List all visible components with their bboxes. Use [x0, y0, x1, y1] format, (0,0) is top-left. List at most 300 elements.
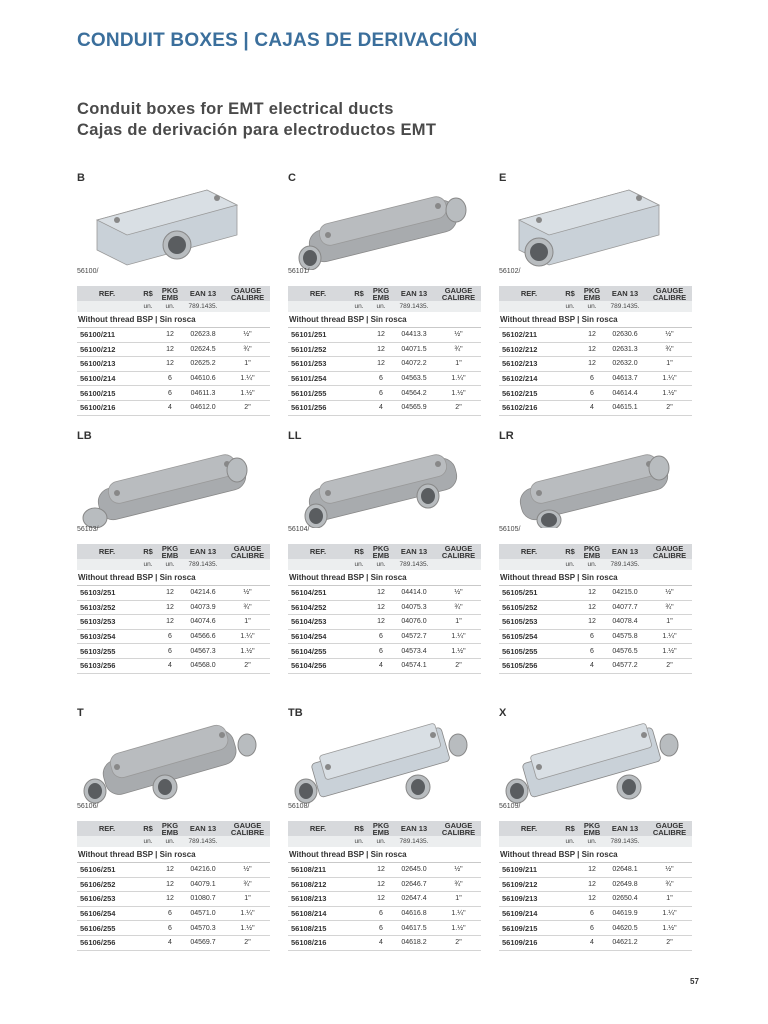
- col-price: R$: [348, 286, 370, 301]
- product-table: [288, 286, 481, 416]
- cell-gauge: ¾": [225, 600, 270, 615]
- cell-pkg: 12: [159, 877, 181, 892]
- cell-ean: 02623.8: [181, 328, 225, 343]
- table-row: [288, 863, 481, 878]
- unit-price: un.: [137, 836, 159, 847]
- cell-ref: 56104/252: [288, 600, 348, 615]
- col-pkg-top: PKG: [583, 285, 601, 295]
- table-row: [77, 600, 270, 615]
- cell-pkg: 12: [159, 615, 181, 630]
- col-ref: REF.: [499, 544, 559, 559]
- product-block-b: [77, 172, 270, 412]
- cell-ean: 02625.2: [181, 357, 225, 372]
- section-label: Without thread BSP | Sin rosca: [499, 847, 692, 863]
- cell-ean: 04611.3: [181, 386, 225, 401]
- section-label: Without thread BSP | Sin rosca: [288, 312, 481, 328]
- cell-ean: 04572.7: [392, 629, 436, 644]
- cell-price: [559, 400, 581, 415]
- col-pkg: [159, 821, 181, 836]
- col-pkg: [159, 286, 181, 301]
- cell-gauge: 1.¼": [436, 371, 481, 386]
- product-code: 56104/: [288, 526, 310, 533]
- cell-ean: 04617.5: [392, 921, 436, 936]
- cell-ean: 02632.0: [603, 357, 647, 372]
- cell-ean: 04079.1: [181, 877, 225, 892]
- product-type-letter: E: [499, 172, 507, 184]
- cell-price: [137, 600, 159, 615]
- cell-pkg: 6: [581, 371, 603, 386]
- col-pkg: [159, 544, 181, 559]
- table-row: [288, 644, 481, 659]
- cell-ref: 56103/253: [77, 615, 137, 630]
- table-row: [499, 644, 692, 659]
- cell-gauge: 1.½": [225, 921, 270, 936]
- col-pkg: [370, 821, 392, 836]
- cell-gauge: ½": [225, 586, 270, 601]
- unit-pkg: un.: [581, 836, 603, 847]
- cell-ean: 04414.0: [392, 586, 436, 601]
- col-ref: REF.: [499, 821, 559, 836]
- cell-ref: 56100/214: [77, 371, 137, 386]
- cell-ean: 04577.2: [603, 658, 647, 673]
- col-pkg: [581, 821, 603, 836]
- cell-pkg: 12: [581, 328, 603, 343]
- col-pkg-top: PKG: [161, 820, 179, 830]
- product-type-letter: LL: [288, 430, 302, 442]
- table-row: [288, 342, 481, 357]
- table-section-row: [77, 847, 270, 863]
- cell-price: [559, 586, 581, 601]
- conduit-box-photo: [288, 715, 478, 805]
- cell-ref: 56100/213: [77, 357, 137, 372]
- cell-gauge: 2": [436, 658, 481, 673]
- cell-ean: 04566.6: [181, 629, 225, 644]
- cell-pkg: 6: [370, 906, 392, 921]
- cell-gauge: 1": [647, 892, 692, 907]
- cell-ean: 04621.2: [603, 935, 647, 950]
- col-pkg-top: PKG: [372, 820, 390, 830]
- col-gauge-top: GAUGE: [444, 543, 473, 553]
- cell-gauge: 2": [225, 658, 270, 673]
- table-row: [288, 877, 481, 892]
- cell-pkg: 6: [370, 644, 392, 659]
- product-table: [288, 821, 481, 951]
- cell-price: [348, 906, 370, 921]
- cell-ean: 04615.1: [603, 400, 647, 415]
- cell-pkg: 6: [581, 906, 603, 921]
- conduit-box-photo: [499, 715, 689, 805]
- section-label: Without thread BSP | Sin rosca: [288, 847, 481, 863]
- cell-price: [137, 921, 159, 936]
- col-pkg-bottom: EMB: [583, 292, 601, 302]
- cell-ref: 56103/252: [77, 600, 137, 615]
- table-row: [77, 357, 270, 372]
- cell-gauge: ¾": [436, 600, 481, 615]
- cell-ref: 56108/216: [288, 935, 348, 950]
- col-gauge-top: GAUGE: [655, 285, 684, 295]
- table-row: [288, 371, 481, 386]
- cell-gauge: 2": [436, 935, 481, 950]
- cell-gauge: ½": [225, 328, 270, 343]
- col-ref: REF.: [77, 821, 137, 836]
- cell-price: [348, 342, 370, 357]
- product-code: 56103/: [77, 526, 99, 533]
- table-unit-row: [77, 836, 270, 847]
- subtitle-english: Conduit boxes for EMT electrical ducts: [77, 100, 394, 118]
- col-gauge-top: GAUGE: [233, 285, 262, 295]
- unit-pkg: un.: [370, 559, 392, 570]
- cell-gauge: 1": [225, 892, 270, 907]
- cell-price: [137, 906, 159, 921]
- cell-price: [348, 328, 370, 343]
- table-section-row: [288, 570, 481, 586]
- table-unit-row: [499, 836, 692, 847]
- table-row: [77, 658, 270, 673]
- product-table: [288, 544, 481, 674]
- table-row: [77, 935, 270, 950]
- section-subtitle: [77, 99, 436, 141]
- cell-ean: 02631.3: [603, 342, 647, 357]
- cell-price: [559, 386, 581, 401]
- cell-ean: 04573.4: [392, 644, 436, 659]
- product-block-x: [499, 707, 692, 947]
- table-row: [77, 615, 270, 630]
- cell-ean: 02648.1: [603, 863, 647, 878]
- cell-gauge: ¾": [225, 342, 270, 357]
- cell-ean: 04565.9: [392, 400, 436, 415]
- cell-gauge: ½": [647, 586, 692, 601]
- table-row: [77, 921, 270, 936]
- conduit-box-photo: [77, 438, 267, 528]
- cell-price: [559, 357, 581, 372]
- table-unit-row: [77, 559, 270, 570]
- table-header-row: [499, 544, 692, 559]
- unit-price: un.: [137, 559, 159, 570]
- cell-pkg: 12: [370, 342, 392, 357]
- table-row: [499, 328, 692, 343]
- cell-ref: 56109/214: [499, 906, 559, 921]
- cell-gauge: 1.½": [225, 386, 270, 401]
- cell-ref: 56109/216: [499, 935, 559, 950]
- cell-ref: 56101/253: [288, 357, 348, 372]
- cell-ean: 04618.2: [392, 935, 436, 950]
- table-row: [499, 400, 692, 415]
- cell-ref: 56108/212: [288, 877, 348, 892]
- cell-pkg: 12: [370, 586, 392, 601]
- cell-ref: 56106/253: [77, 892, 137, 907]
- ean-prefix: 789.1435.: [181, 836, 225, 847]
- cell-price: [137, 892, 159, 907]
- table-row: [499, 892, 692, 907]
- cell-ref: 56106/252: [77, 877, 137, 892]
- cell-gauge: 1.¼": [225, 629, 270, 644]
- col-price: R$: [559, 544, 581, 559]
- cell-price: [137, 357, 159, 372]
- cell-gauge: 1.¼": [225, 371, 270, 386]
- cell-pkg: 6: [159, 921, 181, 936]
- ean-prefix: 789.1435.: [392, 301, 436, 312]
- cell-price: [559, 328, 581, 343]
- unit-pkg: un.: [581, 559, 603, 570]
- table-header-row: [77, 821, 270, 836]
- cell-ref: 56104/251: [288, 586, 348, 601]
- cell-gauge: ½": [436, 328, 481, 343]
- col-pkg: [370, 544, 392, 559]
- cell-ean: 04619.9: [603, 906, 647, 921]
- unit-pkg: un.: [159, 301, 181, 312]
- cell-price: [559, 892, 581, 907]
- col-ean: EAN 13: [181, 544, 225, 559]
- col-gauge-top: GAUGE: [233, 543, 262, 553]
- cell-ean: 04075.3: [392, 600, 436, 615]
- cell-ref: 56102/213: [499, 357, 559, 372]
- cell-pkg: 4: [370, 935, 392, 950]
- table-row: [77, 644, 270, 659]
- cell-price: [559, 877, 581, 892]
- section-label: Without thread BSP | Sin rosca: [499, 312, 692, 328]
- product-type-letter: B: [77, 172, 85, 184]
- cell-ref: 56101/254: [288, 371, 348, 386]
- cell-gauge: 1": [436, 892, 481, 907]
- table-row: [77, 328, 270, 343]
- col-price: R$: [348, 821, 370, 836]
- table-row: [499, 906, 692, 921]
- product-code: 56100/: [77, 268, 99, 275]
- conduit-box-photo: [288, 180, 478, 270]
- col-gauge-bottom: CALIBRE: [652, 292, 687, 302]
- cell-price: [348, 357, 370, 372]
- table-row: [499, 921, 692, 936]
- cell-ean: 04076.0: [392, 615, 436, 630]
- col-gauge-bottom: CALIBRE: [441, 827, 476, 837]
- cell-gauge: ½": [436, 863, 481, 878]
- cell-ref: 56105/253: [499, 615, 559, 630]
- cell-ref: 56100/212: [77, 342, 137, 357]
- cell-price: [137, 629, 159, 644]
- cell-gauge: 2": [647, 400, 692, 415]
- table-row: [499, 877, 692, 892]
- cell-ref: 56100/215: [77, 386, 137, 401]
- cell-price: [137, 615, 159, 630]
- cell-ref: 56103/255: [77, 644, 137, 659]
- cell-ref: 56109/213: [499, 892, 559, 907]
- product-type-letter: C: [288, 172, 296, 184]
- col-pkg-top: PKG: [161, 543, 179, 553]
- page-number: 57: [690, 977, 699, 986]
- ean-prefix: 789.1435.: [181, 301, 225, 312]
- unit-price: un.: [348, 836, 370, 847]
- cell-ref: 56103/254: [77, 629, 137, 644]
- unit-pkg: un.: [159, 836, 181, 847]
- section-label: Without thread BSP | Sin rosca: [77, 847, 270, 863]
- col-price: R$: [348, 544, 370, 559]
- cell-ref: 56109/212: [499, 877, 559, 892]
- product-block-lb: [77, 430, 270, 670]
- cell-price: [348, 371, 370, 386]
- unit-price: un.: [348, 559, 370, 570]
- col-pkg: [581, 286, 603, 301]
- cell-price: [348, 877, 370, 892]
- cell-ref: 56103/256: [77, 658, 137, 673]
- cell-gauge: 1.¼": [436, 906, 481, 921]
- table-row: [288, 629, 481, 644]
- product-block-e: [499, 172, 692, 412]
- cell-ref: 56108/213: [288, 892, 348, 907]
- conduit-box-photo: [499, 438, 689, 528]
- col-gauge: [647, 286, 692, 301]
- col-pkg-bottom: EMB: [161, 827, 179, 837]
- cell-ean: 04564.2: [392, 386, 436, 401]
- table-row: [499, 357, 692, 372]
- cell-ean: 02647.4: [392, 892, 436, 907]
- cell-gauge: 1.¼": [436, 629, 481, 644]
- table-row: [77, 342, 270, 357]
- cell-ref: 56101/252: [288, 342, 348, 357]
- cell-pkg: 12: [370, 328, 392, 343]
- product-block-lr: [499, 430, 692, 670]
- cell-gauge: 1.¼": [647, 371, 692, 386]
- section-label: Without thread BSP | Sin rosca: [77, 570, 270, 586]
- table-header-row: [499, 286, 692, 301]
- table-row: [77, 629, 270, 644]
- col-gauge-bottom: CALIBRE: [652, 827, 687, 837]
- cell-gauge: ½": [436, 586, 481, 601]
- col-gauge: [436, 286, 481, 301]
- cell-ref: 56102/212: [499, 342, 559, 357]
- col-ref: REF.: [288, 821, 348, 836]
- cell-ref: 56102/215: [499, 386, 559, 401]
- cell-pkg: 6: [581, 921, 603, 936]
- table-unit-row: [499, 301, 692, 312]
- cell-ean: 04073.9: [181, 600, 225, 615]
- cell-pkg: 12: [370, 877, 392, 892]
- table-row: [288, 600, 481, 615]
- cell-ref: 56106/255: [77, 921, 137, 936]
- ean-prefix: 789.1435.: [603, 836, 647, 847]
- cell-ean: 04413.3: [392, 328, 436, 343]
- table-section-row: [288, 312, 481, 328]
- cell-gauge: 1.¼": [647, 906, 692, 921]
- product-table: [77, 544, 270, 674]
- cell-price: [559, 935, 581, 950]
- cell-gauge: ¾": [647, 342, 692, 357]
- table-section-row: [499, 570, 692, 586]
- cell-pkg: 4: [581, 935, 603, 950]
- cell-pkg: 12: [581, 586, 603, 601]
- cell-ref: 56105/254: [499, 629, 559, 644]
- cell-pkg: 4: [581, 400, 603, 415]
- unit-price: un.: [559, 559, 581, 570]
- cell-ean: 04576.5: [603, 644, 647, 659]
- cell-ref: 56106/254: [77, 906, 137, 921]
- col-pkg-bottom: EMB: [583, 827, 601, 837]
- cell-price: [559, 658, 581, 673]
- section-label: Without thread BSP | Sin rosca: [288, 570, 481, 586]
- cell-ean: 04568.0: [181, 658, 225, 673]
- cell-pkg: 12: [370, 863, 392, 878]
- table-unit-row: [288, 836, 481, 847]
- unit-price: un.: [348, 301, 370, 312]
- table-row: [288, 400, 481, 415]
- cell-ean: 04567.3: [181, 644, 225, 659]
- product-code: 56108/: [288, 803, 310, 810]
- col-ean: EAN 13: [181, 821, 225, 836]
- product-block-c: [288, 172, 481, 412]
- cell-ref: 56102/216: [499, 400, 559, 415]
- cell-price: [348, 615, 370, 630]
- col-gauge: [436, 821, 481, 836]
- col-ref: REF.: [499, 286, 559, 301]
- cell-ref: 56109/215: [499, 921, 559, 936]
- cell-ref: 56101/255: [288, 386, 348, 401]
- table-header-row: [499, 821, 692, 836]
- cell-ref: 56101/256: [288, 400, 348, 415]
- cell-pkg: 12: [159, 892, 181, 907]
- cell-ean: 02630.6: [603, 328, 647, 343]
- product-type-letter: TB: [288, 707, 303, 719]
- cell-gauge: 1.½": [647, 921, 692, 936]
- cell-pkg: 12: [370, 600, 392, 615]
- table-row: [77, 386, 270, 401]
- cell-pkg: 12: [370, 357, 392, 372]
- table-row: [499, 386, 692, 401]
- cell-ean: 04214.6: [181, 586, 225, 601]
- col-gauge-bottom: CALIBRE: [652, 550, 687, 560]
- product-block-tb: [288, 707, 481, 947]
- col-pkg: [370, 286, 392, 301]
- col-gauge-top: GAUGE: [655, 543, 684, 553]
- section-label: Without thread BSP | Sin rosca: [499, 570, 692, 586]
- cell-ref: 56104/253: [288, 615, 348, 630]
- cell-pkg: 12: [581, 892, 603, 907]
- cell-ref: 56109/211: [499, 863, 559, 878]
- unit-pkg: un.: [370, 836, 392, 847]
- cell-gauge: 1.½": [647, 386, 692, 401]
- table-row: [77, 877, 270, 892]
- cell-ean: 04570.3: [181, 921, 225, 936]
- cell-ref: 56104/254: [288, 629, 348, 644]
- cell-ref: 56102/214: [499, 371, 559, 386]
- conduit-box-photo: [288, 438, 478, 528]
- cell-pkg: 12: [581, 877, 603, 892]
- cell-gauge: ½": [225, 863, 270, 878]
- cell-price: [348, 400, 370, 415]
- col-ref: REF.: [288, 286, 348, 301]
- col-gauge: [647, 821, 692, 836]
- cell-ref: 56108/215: [288, 921, 348, 936]
- table-row: [288, 586, 481, 601]
- table-row: [499, 586, 692, 601]
- cell-pkg: 12: [159, 342, 181, 357]
- col-pkg-bottom: EMB: [372, 292, 390, 302]
- cell-price: [137, 386, 159, 401]
- cell-pkg: 4: [581, 658, 603, 673]
- cell-pkg: 12: [581, 600, 603, 615]
- cell-ean: 04620.5: [603, 921, 647, 936]
- cell-ref: 56105/256: [499, 658, 559, 673]
- cell-pkg: 6: [159, 629, 181, 644]
- col-price: R$: [559, 286, 581, 301]
- ean-prefix: 789.1435.: [181, 559, 225, 570]
- ean-prefix: 789.1435.: [603, 559, 647, 570]
- cell-price: [137, 328, 159, 343]
- cell-ean: 04569.7: [181, 935, 225, 950]
- table-row: [288, 357, 481, 372]
- table-row: [77, 906, 270, 921]
- table-row: [77, 371, 270, 386]
- col-gauge: [225, 821, 270, 836]
- product-block-ll: [288, 430, 481, 670]
